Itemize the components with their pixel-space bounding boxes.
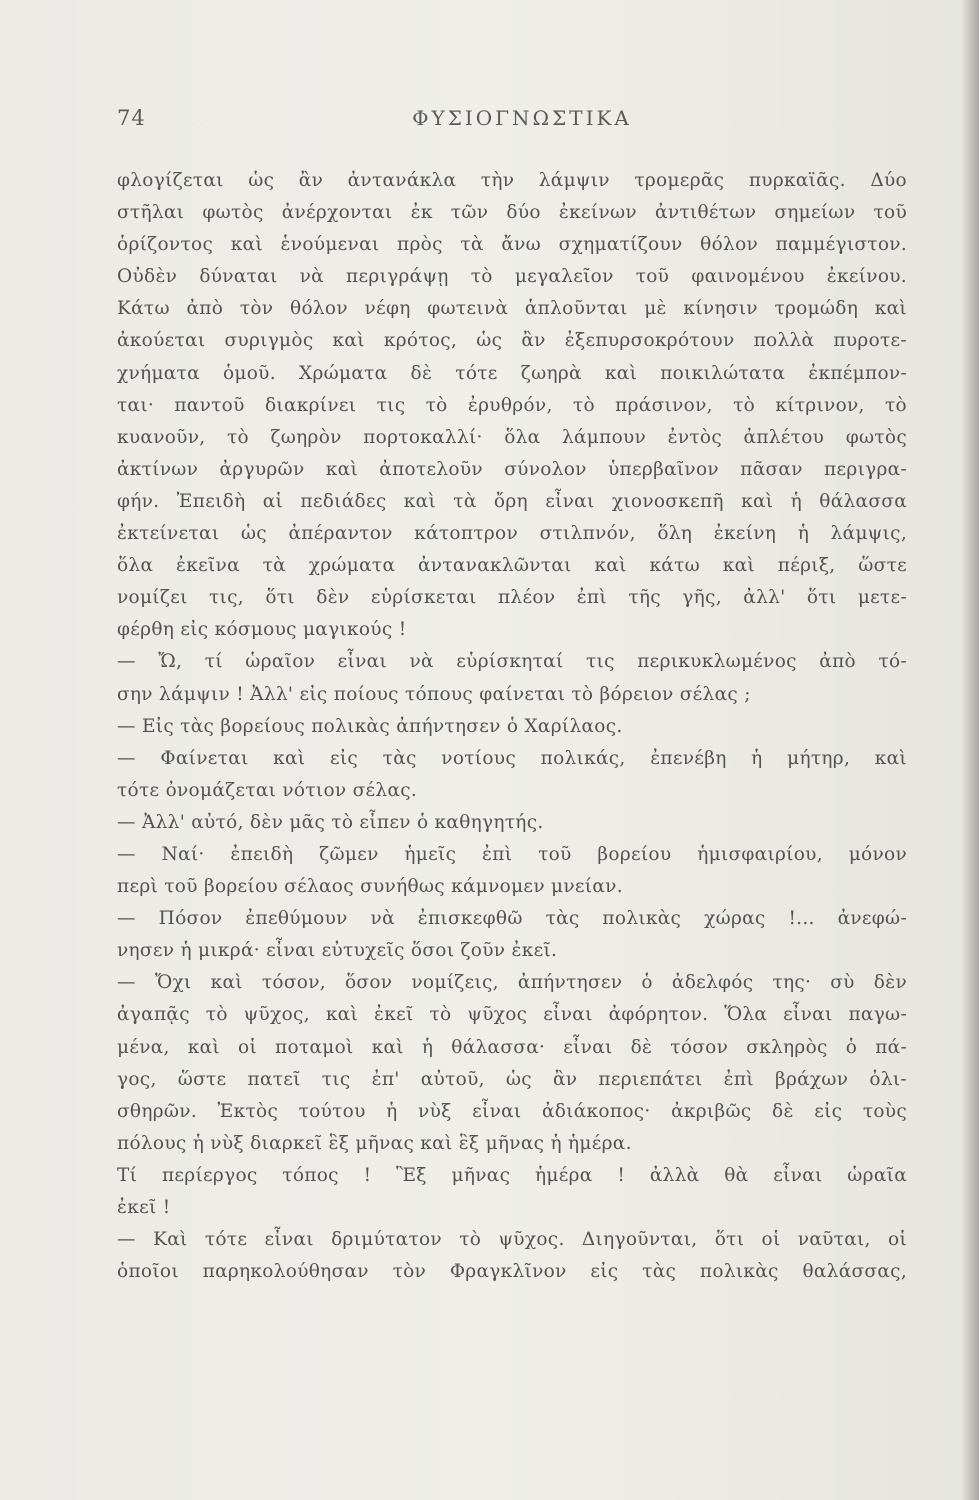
text-line: χνήματα ὁμοῦ. Χρώματα δὲ τότε ζωηρὰ καὶ ποικιλώτατα ἐκπέμπον-: [117, 362, 907, 384]
text-line: σθηρῶν. Ἐκτὸς τούτου ἡ νὺξ εἶναι ἀδιάκοπος· ἀκριβῶς δὲ εἰς τοὺς: [117, 1100, 907, 1122]
text-line: φλογίζεται ὡς ἂν ἀντανάκλα τὴν λάμψιν τρομερᾶς πυρκαϊᾶς. Δύο: [117, 170, 907, 191]
text-line: — Πόσον ἐπεθύμουν νὰ ἐπισκεφθῶ τὰς πολικὰς χώρας !... ἀνεφώ-: [117, 908, 907, 930]
text-line: φέρθη εἰς κόσμους μαγικούς !: [117, 619, 407, 641]
text-line: ἀκούεται συριγμὸς καὶ κρότος, ὡς ἂν ἐξεπυρσοκρότουν πολλὰ πυροτε-: [117, 330, 907, 352]
text-line: — Ὄχι καὶ τόσον, ὅσον νομίζεις, ἀπήντησεν ὁ ἀδελφός της· σὺ δὲν: [117, 972, 907, 994]
text-line: — Καὶ τότε εἶναι δριμύτατον τὸ ψῦχος. Διηγοῦνται, ὅτι οἱ ναῦται, οἱ: [117, 1229, 907, 1251]
text-line: Κάτω ἀπὸ τὸν θόλον νέφη φωτεινὰ ἁπλοῦνται μὲ κίνησιν τρομώδη καὶ: [117, 298, 907, 320]
page-number: 74: [117, 106, 146, 130]
text-line: ὅλα ἐκεῖνα τὰ χρώματα ἀντανακλῶνται καὶ κάτω καὶ πέριξ, ὥστε: [117, 555, 907, 577]
text-line: ἐκεῖ !: [117, 1197, 171, 1218]
text-line: — Ὤ, τί ὡραῖον εἶναι νὰ εὑρίσκηταί τις περικυκλωμένος ἀπὸ τό-: [117, 651, 907, 673]
text-line: κυανοῦν, τὸ ζωηρὸν πορτοκαλλί· ὅλα λάμπουν ἐντὸς ἀπλέτου φωτὸς: [117, 426, 907, 448]
text-line: Τί περίεργος τόπος ! Ἓξ μῆνας ἡμέρα ! ἀλλὰ θὰ εἶναι ὡραῖα: [117, 1164, 907, 1186]
text-line: ὁρίζοντος καὶ ἑνούμεναι πρὸς τὰ ἄνω σχηματίζουν θόλον παμμέγιστον.: [117, 234, 907, 256]
text-line: πόλους ἡ νὺξ διαρκεῖ ἓξ μῆνας καὶ ἓξ μῆνας ἡ ἡμέρα.: [117, 1132, 632, 1154]
text-line: φήν. Ἐπειδὴ αἱ πεδιάδες καὶ τὰ ὄρη εἶναι χιονοσκεπῆ καὶ ἡ θάλασσα: [117, 490, 907, 512]
page-header: [117, 106, 907, 136]
body-text: [117, 165, 907, 1288]
text-line: σην λάμψιν ! Ἀλλ' εἰς ποίους τόπους φαίνεται τὸ βόρειον σέλας ;: [117, 683, 751, 705]
text-line: γος, ὥστε πατεῖ τις ἐπ' αὐτοῦ, ὡς ἂν περιεπάτει ἐπὶ βράχων ὀλι-: [117, 1068, 907, 1090]
text-line: ται· παντοῦ διακρίνει τις τὸ ἐρυθρόν, τὸ πράσινον, τὸ κίτρινον, τὸ: [117, 394, 907, 416]
text-line: στῆλαι φωτὸς ἀνέρχονται ἐκ τῶν δύο ἐκείνων ἀντιθέτων σημείων τοῦ: [117, 202, 907, 224]
text-line: — Ἀλλ' αὐτό, δὲν μᾶς τὸ εἶπεν ὁ καθηγητής.: [117, 811, 544, 833]
text-line: νομίζει τις, ὅτι δὲν εὑρίσκεται πλέον ἐπὶ τῆς γῆς, ἀλλ' ὅτι μετε-: [117, 587, 907, 609]
text-line: — Ναί· ἐπειδὴ ζῶμεν ἡμεῖς ἐπὶ τοῦ βορείου ἡμισφαιρίου, μόνον: [117, 843, 907, 865]
text-line: περὶ τοῦ βορείου σέλαος συνήθως κάμνομεν μνείαν.: [117, 876, 623, 898]
page-edge-shadow: [961, 0, 979, 1500]
text-line: ἐκτείνεται ὡς ἀπέραντον κάτοπτρον στιλπνόν, ὅλη ἐκείνη ἡ λάμψις,: [117, 523, 907, 545]
running-title: ΦΥΣΙΟΓΝΩΣΤΙΚΑ: [412, 106, 632, 130]
text-line: Οὐδὲν δύναται νὰ περιγράψῃ τὸ μεγαλεῖον τοῦ φαινομένου ἐκείνου.: [117, 266, 907, 288]
text-line: μένα, καὶ οἱ ποταμοὶ καὶ ἡ θάλασσα· εἶναι δὲ τόσον σκληρὸς ὁ πά-: [117, 1036, 907, 1058]
text-line: — Εἰς τὰς βορείους πολικὰς ἀπήντησεν ὁ Χαρίλαος.: [117, 715, 623, 737]
text-line: νησεν ἡ μικρά· εἶναι εὐτυχεῖς ὅσοι ζοῦν ἐκεῖ.: [117, 940, 558, 962]
text-line: τότε ὀνομάζεται νότιον σέλας.: [117, 779, 418, 801]
text-line: — Φαίνεται καὶ εἰς τὰς νοτίους πολικάς, ἐπενέβη ἡ μήτηρ, καὶ: [117, 747, 907, 769]
text-line: ἀκτίνων ἀργυρῶν καὶ ἀποτελοῦν σύνολον ὑπερβαῖνον πᾶσαν περιγρα-: [117, 458, 907, 480]
text-line: ἀγαπᾷς τὸ ψῦχος, καὶ ἐκεῖ τὸ ψῦχος εἶναι ἀφόρητον. Ὅλα εἶναι παγω-: [117, 1004, 907, 1026]
text-line: ὁποῖοι παρηκολούθησαν τὸν Φραγκλῖνον εἰς τὰς πολικὰς θαλάσσας,: [117, 1261, 907, 1283]
